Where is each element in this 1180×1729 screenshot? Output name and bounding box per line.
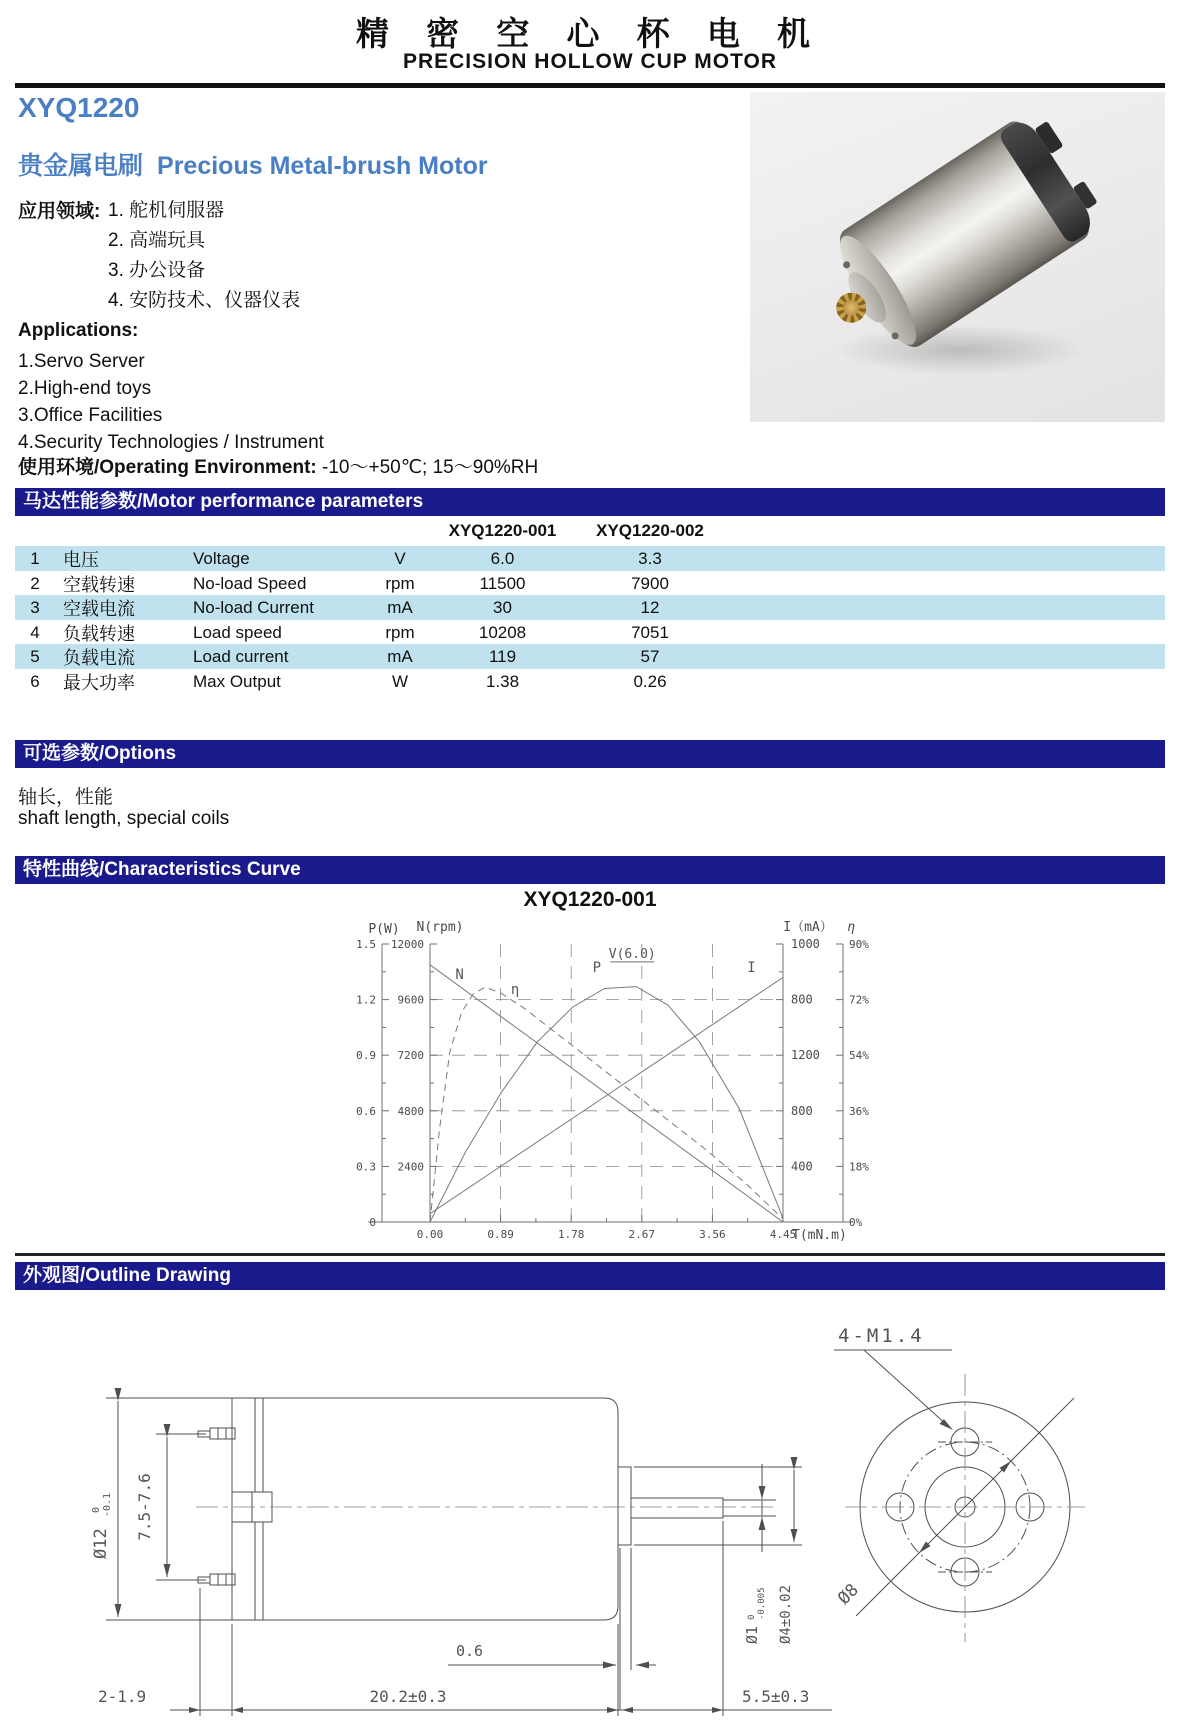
svg-text:T(mN.m): T(mN.m) <box>792 1228 847 1243</box>
column-header-001: XYQ1220-001 <box>448 521 557 540</box>
operating-environment-label: 使用环境/Operating Environment: <box>18 457 317 478</box>
curve-label-N: N <box>455 966 464 983</box>
svg-text:1.78: 1.78 <box>557 1228 585 1241</box>
svg-text:90%: 90% <box>849 938 869 951</box>
svg-text:3.56: 3.56 <box>699 1228 726 1241</box>
motor-photo <box>750 92 1165 422</box>
svg-text:0: 0 <box>747 1614 757 1620</box>
page-title-cn: 精 密 空 心 杯 电 机 <box>355 15 824 52</box>
dim-shaft-diameter <box>743 1464 776 1644</box>
options-line-cn: 轴长，性能 <box>18 787 114 808</box>
svg-text:4800: 4800 <box>397 1104 424 1118</box>
chart-series-P <box>430 987 783 1222</box>
applications-list-en <box>18 348 324 456</box>
dim-label-body-diameter: Ø12 <box>91 1528 111 1559</box>
list-item: 3.Office Facilities <box>18 405 163 426</box>
svg-text:0: 0 <box>91 1506 102 1513</box>
table-row: 3 空载电流 No-load Current mA 30 12 <box>15 595 1165 620</box>
chart-series-η <box>430 987 783 1222</box>
svg-text:0.3: 0.3 <box>356 1160 376 1174</box>
svg-text:54%: 54% <box>849 1049 869 1063</box>
svg-text:800: 800 <box>791 1103 813 1118</box>
operating-environment <box>18 452 538 479</box>
section-bar-curve: 特性曲线/Characteristics Curve <box>15 856 1165 884</box>
table-column-headers <box>15 521 1165 545</box>
list-item: 1. 舵机伺服器 <box>108 200 225 221</box>
dim-boss-diameter <box>634 1467 802 1644</box>
curve-label-P: P <box>592 959 602 976</box>
model-number: XYQ1220 <box>18 92 140 123</box>
dim-label-collar-width: 0.6 <box>456 1642 484 1660</box>
svg-text:12000: 12000 <box>390 938 424 951</box>
curve-label-η: η <box>510 982 520 999</box>
applications-label-en: Applications: <box>18 320 139 341</box>
list-item: 4.Security Technologies / Instrument <box>18 432 324 453</box>
svg-text:1.5: 1.5 <box>356 938 376 951</box>
svg-text:18%: 18% <box>849 1160 869 1174</box>
svg-text:72%: 72% <box>849 993 869 1007</box>
table-row: 4 负载转速 Load speed rpm 10208 7051 <box>30 622 669 644</box>
motor-photo-cylinder <box>810 99 1110 374</box>
svg-text:P(W): P(W) <box>368 922 400 937</box>
motor-front-face <box>828 227 928 354</box>
svg-text:0.6: 0.6 <box>356 1104 376 1118</box>
dim-body-diameter <box>91 1398 236 1620</box>
svg-text:2400: 2400 <box>397 1160 424 1174</box>
svg-text:0: 0 <box>369 1216 376 1229</box>
options-line-en: shaft length, special coils <box>18 808 230 829</box>
dim-label-shaft-length: 5.5±0.3 <box>742 1687 810 1706</box>
dim-collar-width <box>448 1548 656 1710</box>
svg-text:1000: 1000 <box>791 937 820 951</box>
header-rule <box>15 83 1165 88</box>
shaft-section <box>631 1498 723 1518</box>
dim-terminal-span <box>135 1434 206 1580</box>
chart-annotation: V(6.0) <box>608 946 656 962</box>
svg-text:I（mA）: I（mA） <box>783 920 833 935</box>
svg-text:η: η <box>847 920 855 935</box>
section-bar-outline: 外观图/Outline Drawing <box>15 1262 1165 1290</box>
dim-label-mounting-holes: 4-M1.4 <box>838 1325 925 1347</box>
dim-label-terminal-length: 2-1.9 <box>98 1687 147 1706</box>
motor-body-outline <box>255 1398 618 1620</box>
front-collar <box>618 1467 631 1545</box>
svg-text:36%: 36% <box>849 1104 869 1118</box>
outline-drawing <box>0 1292 1180 1729</box>
list-item: 1.Servo Server <box>18 351 145 372</box>
svg-text:0%: 0% <box>849 1216 863 1229</box>
dim-label-body-length: 20.2±0.3 <box>369 1687 447 1706</box>
svg-text:0.89: 0.89 <box>487 1228 514 1241</box>
column-header-002: XYQ1220-002 <box>596 521 704 540</box>
characteristics-curve-chart <box>320 915 880 1260</box>
operating-environment-value: -10～+50℃; 15～90%RH <box>316 457 539 478</box>
curve-label-I: I <box>747 959 756 976</box>
svg-text:9600: 9600 <box>397 993 424 1007</box>
chart-axes <box>368 944 853 1222</box>
svg-text:1200: 1200 <box>791 1048 820 1063</box>
svg-text:800: 800 <box>791 992 813 1007</box>
svg-text:2.67: 2.67 <box>628 1228 656 1241</box>
side-view <box>196 1398 775 1620</box>
svg-text:0.9: 0.9 <box>356 1049 376 1063</box>
motor-rear-cap <box>997 116 1097 245</box>
list-item: 3. 办公设备 <box>108 260 206 281</box>
series-title <box>18 146 488 182</box>
end-view <box>834 1325 1085 1642</box>
performance-table <box>15 546 1165 693</box>
svg-text:N(rpm): N(rpm) <box>416 920 464 935</box>
section-bar-performance: 马达性能参数/Motor performance parameters <box>15 488 1165 516</box>
svg-text:-0.005: -0.005 <box>757 1587 767 1620</box>
svg-text:4.45: 4.45 <box>769 1228 797 1241</box>
series-title-cn: 贵金属电刷 <box>18 152 144 180</box>
svg-text:-0.1: -0.1 <box>102 1492 113 1517</box>
list-item: 2.High-end toys <box>18 378 152 399</box>
table-row: 6 最大功率 Max Output W 1.38 0.26 <box>30 671 667 693</box>
dim-label-shaft-diameter: Ø1 <box>743 1625 761 1644</box>
svg-text:1.2: 1.2 <box>356 993 376 1007</box>
table-row: 2 空载转速 No-load Speed rpm 11500 7900 <box>30 573 669 595</box>
svg-text:0.00: 0.00 <box>416 1228 444 1241</box>
table-row: 1 电压 Voltage V 6.0 3.3 <box>15 546 1165 571</box>
dim-label-bolt-circle: Ø8 <box>834 1580 863 1609</box>
shaft-tip <box>723 1500 762 1516</box>
dim-label-boss-diameter: Ø4±0.02 <box>778 1584 794 1644</box>
chart-series-I <box>430 977 783 1213</box>
table-row: 5 负载电流 Load current mA 119 57 <box>15 644 1165 669</box>
list-item: 2. 高端玩具 <box>108 230 206 251</box>
applications-label-cn: 应用领域: <box>18 201 101 222</box>
page-title-en: PRECISION HOLLOW CUP MOTOR <box>402 50 778 73</box>
svg-text:7200: 7200 <box>397 1049 424 1063</box>
dim-bottom-lengths <box>98 1521 832 1716</box>
outline-separator <box>15 1253 1165 1256</box>
applications-list-cn <box>108 196 300 316</box>
svg-text:400: 400 <box>791 1159 813 1174</box>
dim-label-terminal-span: 7.5-7.6 <box>135 1473 154 1541</box>
section-bar-options: 可选参数/Options <box>15 740 1165 768</box>
series-title-en: Precious Metal-brush Motor <box>157 152 488 180</box>
chart-gridlines <box>430 944 783 1222</box>
list-item: 4. 安防技术、仪器仪表 <box>108 290 301 311</box>
chart-title: XYQ1220-001 <box>523 888 657 911</box>
